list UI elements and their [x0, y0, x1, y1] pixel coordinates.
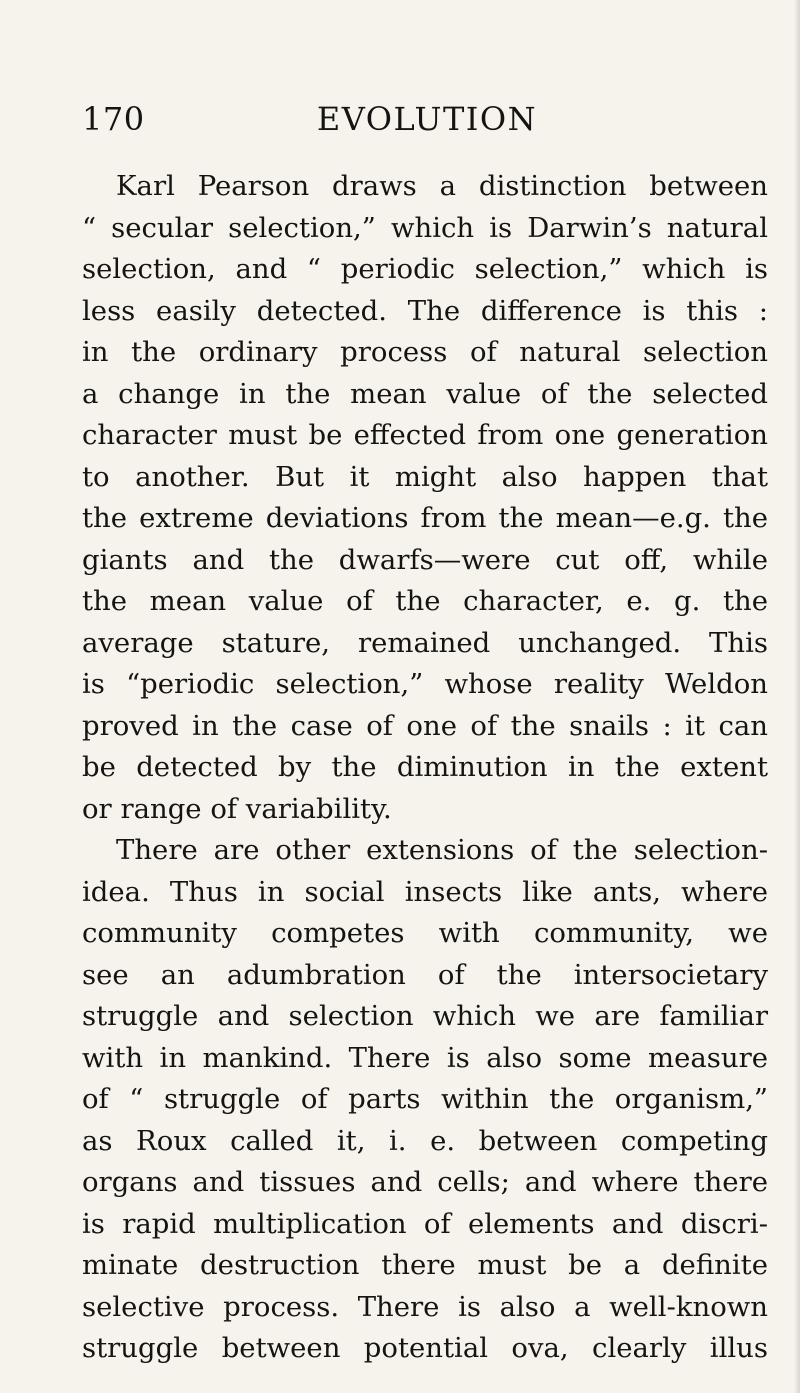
text-line: organs and tissues and cells; and where there	[82, 1166, 768, 1198]
text-line: in the ordinary process of natural selection	[82, 336, 768, 368]
text-line: selective process. There is also a well-known	[82, 1290, 768, 1323]
text-line: a change in the mean value of the selected	[82, 377, 768, 410]
text-line: to another. But it might also happen that	[82, 460, 768, 493]
text-line: the mean value of the character, e. g. the	[82, 585, 768, 617]
body-text	[82, 166, 768, 1370]
page-header	[82, 100, 772, 150]
text-line: of “ struggle of parts within the organism,”	[82, 1083, 768, 1115]
text-line: see an adumbration of the intersocietary	[82, 958, 768, 991]
text-line: There are other extensions of the selection-	[116, 834, 768, 866]
page-number: 170	[82, 100, 145, 138]
text-line: giants and the dwarfs—were cut off, while	[82, 543, 768, 576]
text-line: idea. Thus in social insects like ants, where	[82, 875, 768, 908]
running-head: EVOLUTION	[316, 100, 538, 138]
text-line: or range of variability.	[82, 792, 392, 825]
text-line: is rapid multiplication of elements and discri-	[82, 1207, 768, 1240]
text-line: less easily detected. The difference is this :	[82, 294, 768, 327]
text-line: average stature, remained unchanged. This	[82, 626, 768, 659]
text-line: community competes with community, we	[82, 917, 768, 949]
text-line: be detected by the diminution in the extent	[82, 751, 768, 783]
page-edge-shadow	[794, 0, 800, 1393]
text-line: struggle between potential ova, clearly illus	[82, 1332, 768, 1364]
text-line: “ secular selection,” which is Darwin’s natural	[82, 211, 768, 244]
text-line: proved in the case of one of the snails : it can	[82, 709, 768, 742]
text-line: Karl Pearson draws a distinction between	[116, 170, 768, 202]
text-line: character must be effected from one generation	[82, 419, 768, 451]
text-line: with in mankind. There is also some measure	[82, 1041, 768, 1074]
text-line: minate destruction there must be a definite	[82, 1249, 768, 1281]
text-line: as Roux called it, i. e. between competing	[82, 1124, 768, 1157]
text-line: selection, and “ periodic selection,” which is	[82, 253, 768, 285]
text-line: the extreme deviations from the mean—e.g. the	[82, 502, 768, 534]
text-line: is “periodic selection,” whose reality Weldon	[82, 668, 768, 700]
text-line: struggle and selection which we are familiar	[82, 1000, 768, 1032]
